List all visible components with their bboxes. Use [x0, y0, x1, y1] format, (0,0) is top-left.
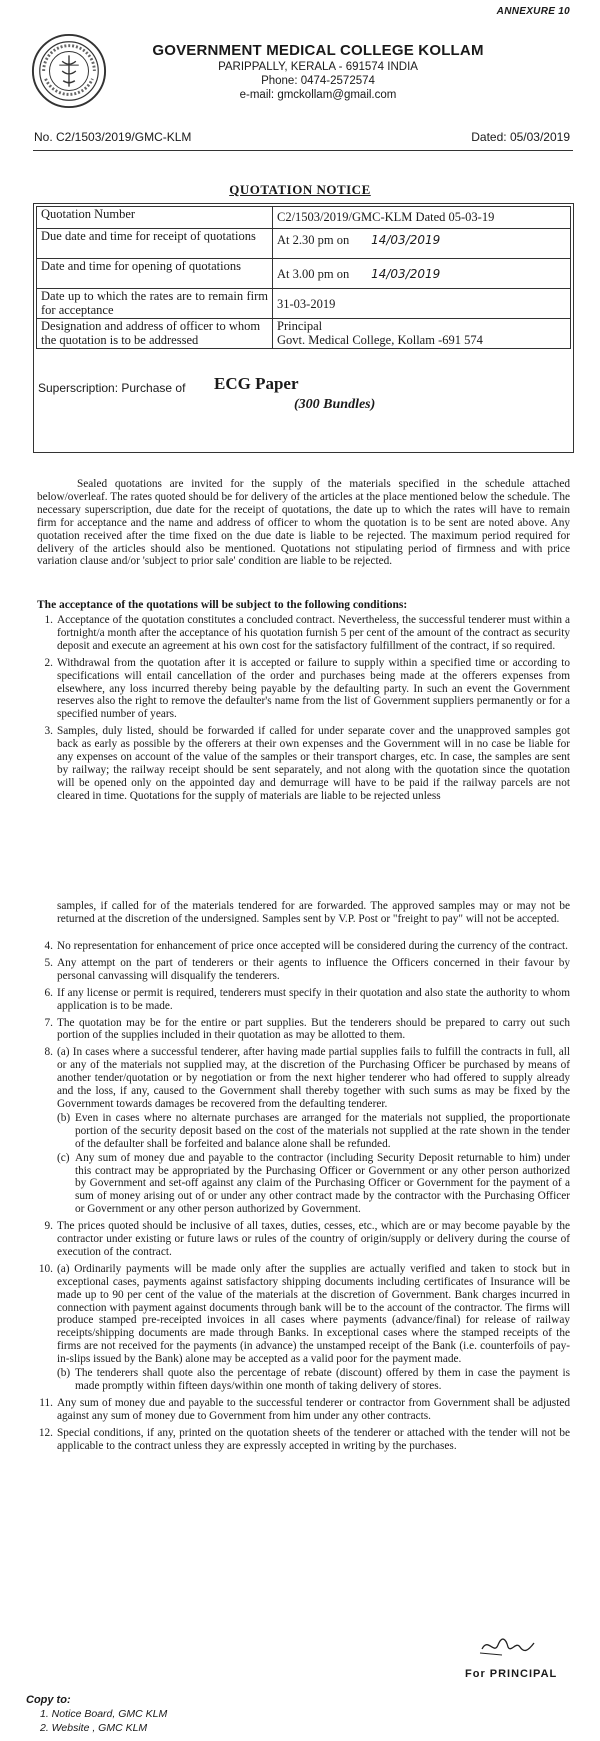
- quotation-details-table: [36, 206, 571, 349]
- college-email: e-mail: gmckollam@gmail.com: [239, 89, 397, 101]
- conditions-list-part1: [37, 614, 570, 807]
- condition-item: 9. The prices quoted should be inclusive of all taxes, duties, cesses, etc., which are or may become payable by the contractor under existing or future laws or rules of the country of origin/supply or delivery during the course of execution of the contract.: [44, 1220, 570, 1258]
- row-label: Designation and address of officer to whom the quotation is to be addressed: [37, 319, 273, 349]
- condition-item: 1. Acceptance of the quotation constitutes a concluded contract. Nevertheless, the successful tenderer must within a fortnight/a month after the acceptance of his quotation furnish 5 per cent of the amount of the contract as security deposit and execute an agreement at his own cost for the satisfactory fulfillment of the contract, if so required.: [44, 614, 570, 652]
- condition-item: 10. (a) Ordinarily payments will be made only after the supplies are actually verified and taken to stock but in exceptional cases, payments against satisfactory shipping documents including certificates of Insurance will be made up to 90 per cent of the value of the materials at the discretion of Government. Bank charges incurred in connection with payment against documents through bank will be to the account of the contractor. The firms will produce stamped pre-receipted invoices in all cases where payments (advance/final) for release of railway receipts/shipping documents are made through Banks. In exceptional cases where the stamped receipts of the firms are not received for the payments (in advance) the unstamped receipt of the Bank (i.e. counterfoils of pay-in-slips issued by the Bank) alone may be accepted as a valid poor for the payment made. (b) The tenderers shall quote also the percentage of rebate (discount) offered by them in case the payment is made promptly within fifteen days/within one month of taking delivery of stores.: [38, 1262, 570, 1392]
- row-value: C2/1503/2019/GMC-KLM Dated 05-03-19: [273, 207, 571, 229]
- row-value: Principal Govt. Medical College, Kollam -691 574: [273, 319, 571, 349]
- header-divider: [33, 150, 573, 151]
- row-value: 31-03-2019: [273, 289, 571, 319]
- page-title: QUOTATION NOTICE: [229, 182, 371, 197]
- reference-number: No. C2/1503/2019/GMC-KLM: [34, 130, 192, 144]
- annexure-label: ANNEXURE 10: [496, 6, 570, 17]
- condition-item: 11. Any sum of money due and payable to the successful tenderer or contractor from Government shall be adjusted against any sum of money due to Government from him under any other contracts.: [39, 1396, 570, 1422]
- continuation-text: samples, if called for of the materials tendered for are forwarded. The approved samples may or may not be returned at the discretion of the undersigned. Samples sent by V.P. Post or "freight to pay" will not be accepted.: [57, 900, 570, 925]
- condition-item: 2. Withdrawal from the quotation after it is accepted or failure to supply within a specified time or according to specifications will entail cancellation of the order and purchases being made at the offerers expenses from elsewhere, any loss incurred thereby being payable by the defaulting party. In such an event the Government reserves also the right to remove the defaulter's name from the list of Government suppliers permanently or for a specified number of years.: [44, 656, 570, 721]
- list-item: 2. Website , GMC KLM: [40, 1721, 148, 1734]
- condition-item: 7. The quotation may be for the entire or part supplies. But the tenderers should be prepared to carry out such portion of the supplies included in their quotation as may be allotted to them.: [44, 1016, 570, 1042]
- reference-date: Dated: 05/03/2019: [471, 130, 570, 144]
- college-name: GOVERNMENT MEDICAL COLLEGE KOLLAM: [152, 42, 484, 59]
- condition-item: 3. Samples, duly listed, should be forwarded if called for under separate cover and the unapproved samples got back as early as possible by the offerers at their own expenses and the Government will in no case be liable for any expenses on account of the value of the samples or their transport charges, etc. In case, the samples are sent by railway; the railway receipt should be sent separately, and not along with the quotation since the quotation will be opened only on the appointed day and demurrage will have to be paid if the railway parcels are not cleared in time. Quotations for the supply of materials are liable to be rejected unless: [44, 725, 570, 802]
- letterhead: [118, 42, 518, 102]
- signature-icon: [478, 1633, 538, 1659]
- condition-item: 4. No representation for enhancement of price once accepted will be considered during the currency of the contract.: [44, 940, 568, 952]
- for-principal-label: For PRINCIPAL: [465, 1668, 558, 1680]
- sub-condition: (c) Any sum of money due and payable to the contractor (including Security Deposit returnable to him) under this contract may be appropriated by the Purchasing Officer or Government or any other person authorized by Government and set-off against any claim of the Purchasing Officer or Government for the payment of a sum of money arising out of or under any other contract made by the contractor with the Purchasing Officer or Government or any other person authorized by Government.: [57, 1151, 570, 1216]
- table-row: [37, 259, 571, 289]
- handwritten-date: 14/03/2019: [371, 267, 441, 281]
- row-value: At 3.00 pm on 14/03/2019: [273, 259, 571, 289]
- conditions-heading: The acceptance of the quotations will be subject to the following conditions:: [37, 599, 408, 611]
- row-label: Date up to which the rates are to remain firm for acceptance: [37, 289, 273, 319]
- row-value: At 2.30 pm on 14/03/2019: [273, 229, 571, 259]
- college-phone: Phone: 0474-2572574: [261, 75, 375, 87]
- sub-condition: (b) The tenderers shall quote also the percentage of rebate (discount) offered by them in case the payment is made promptly within fifteen days/within one month of taking delivery of stores.: [57, 1367, 570, 1392]
- superscription-label: Superscription: Purchase of: [38, 381, 186, 395]
- table-row: [37, 319, 571, 349]
- copy-to-label: Copy to:: [26, 1694, 71, 1706]
- condition-item: 8. (a) In cases where a successful tenderer, after having made partial supplies fails to fulfill the contracts in full, all or any of the materials not supplied may, at the discretion of the Purchasing Officer be purchased by means of another tender/quotation or by negotiation or from the next higher tenderer who had offered to supply already and the loss, if any, caused to the Government shall thereby together with such sums as may be fixed by the Government towards damages be recovered from the defaulting tenderer. (b) Even in cases where no alternate purchases are arranged for the materials not supplied, the proportionate portion of the security deposit based on the cost of the materials not supplied at the rate shown in the tender of the defaulter shall be forfeited and balance alone shall be refunded. (c) Any sum of money due and payable to the contractor (including Security Deposit returnable to him) under this contract may be appropriated by the Purchasing Officer or Government or any other person authorized by Government and set-off against any claim of the Purchasing Officer or Government for the payment of a sum of money arising out of or under any other contract made by the contractor with the Purchasing Officer or Government or any other person authorized by Government.: [44, 1046, 570, 1216]
- table-row: [37, 289, 571, 319]
- table-row: [37, 207, 571, 229]
- college-seal-icon: [30, 32, 108, 110]
- intro-paragraph: Sealed quotations are invited for the supply of the materials specified in the schedule attached below/overleaf. The rates quoted should be for delivery of the articles at the place mentioned below the schedule. The necessary superscription, due date for the receipt of quotations, the date up to which the rates will have to remain firm for acceptance and the name and address of officer to whom the quotation is to be sent are noted above. Any quotation received after the time fixed on the due date is liable to be rejected. The maximum period required for delivery of the articles should also be mentioned. Quotations not stipulating period of firmness and with price variation clause and/or 'subject to prior sale' condition are liable to be rejected.: [37, 478, 570, 568]
- superscription-item: ECG Paper: [214, 374, 299, 393]
- quotation-details-box: [33, 203, 574, 453]
- conditions-list-part2: [37, 940, 570, 1457]
- condition-item: 12. Special conditions, if any, printed on the quotation sheets of the tenderer or attached with the tender will not be applicable to the contract unless they are expressly accepted in writing by the purchases.: [38, 1426, 570, 1452]
- copy-to-list: [40, 1708, 167, 1735]
- table-row: [37, 229, 571, 259]
- handwritten-date: 14/03/2019: [371, 233, 441, 247]
- condition-item: 6. If any license or permit is required, tenderers must specify in their quotation and also state the authority to whom application is to be made.: [44, 986, 570, 1012]
- sub-condition: (b) Even in cases where no alternate purchases are arranged for the materials not supplied, the proportionate portion of the security deposit based on the cost of the materials not supplied at the rate shown in the tender of the defaulter shall be forfeited and balance alone shall be refunded.: [57, 1111, 570, 1150]
- row-label: Quotation Number: [37, 207, 273, 229]
- condition-item: 5. Any attempt on the part of tenderers or their agents to influence the Officers concerned in their favour by personal canvassing will disqualify the tenderers.: [44, 956, 570, 982]
- list-item: 1. Notice Board, GMC KLM: [40, 1708, 168, 1720]
- college-address: PARIPPALLY, KERALA - 691574 INDIA: [218, 61, 418, 73]
- superscription-quantity: (300 Bundles): [294, 397, 376, 412]
- row-label: Due date and time for receipt of quotations: [37, 229, 273, 259]
- row-label: Date and time for opening of quotations: [37, 259, 273, 289]
